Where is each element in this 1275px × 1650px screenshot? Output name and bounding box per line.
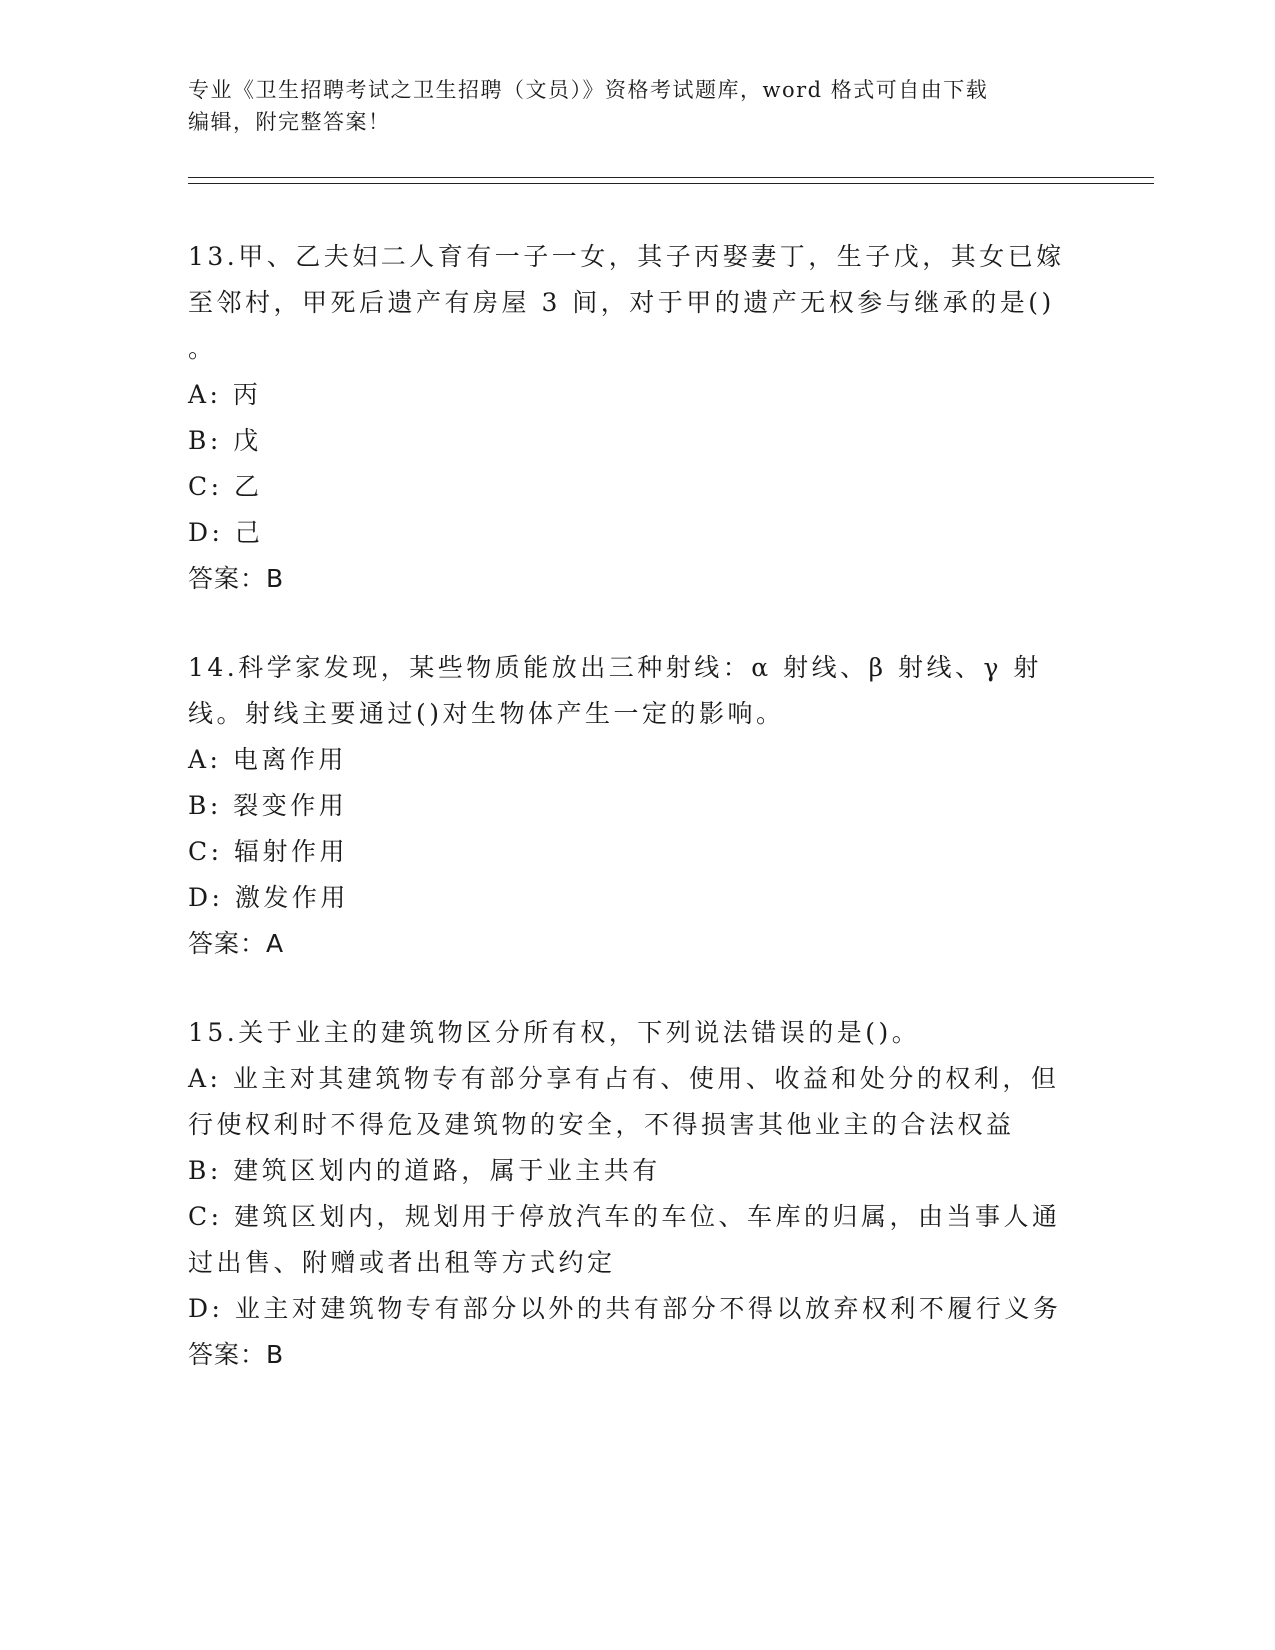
header-divider-bottom — [188, 183, 1154, 184]
option-d: D: 激发作用 — [188, 883, 349, 912]
option-c: C: 辐射作用 — [188, 837, 348, 866]
header-divider-top — [188, 177, 1154, 178]
option-a-continued: 行使权利时不得危及建筑物的安全，不得损害其他业主的合法权益 — [188, 1110, 1015, 1139]
option-d: D: 业主对建筑物专有部分以外的共有部分不得以放弃权利不履行义务 — [188, 1294, 1062, 1323]
question-15 — [188, 1010, 1088, 1378]
option-d: D: 己 — [188, 518, 264, 547]
question-stem-line: 13.甲、乙夫妇二人育有一子一女，其子丙娶妻丁，生子戊，其女已嫁 — [188, 242, 1065, 271]
option-a: A: 丙 — [188, 380, 262, 409]
option-b: B: 裂变作用 — [188, 791, 348, 820]
header-line-2: 编辑，附完整答案！ — [188, 110, 391, 134]
question-stem-line: 14.科学家发现，某些物质能放出三种射线：α 射线、β 射线、γ 射 — [188, 653, 1042, 682]
question-14 — [188, 645, 1088, 967]
document-header — [188, 74, 1068, 138]
option-b: B: 建筑区划内的道路，属于业主共有 — [188, 1156, 661, 1185]
question-13 — [188, 234, 1088, 602]
option-a: A: 电离作用 — [188, 745, 347, 774]
option-c: C: 建筑区划内，规划用于停放汽车的车位、车库的归属，由当事人通 — [188, 1202, 1061, 1231]
answer-line: 答案：B — [188, 1340, 285, 1369]
option-c-continued: 过出售、附赠或者出租等方式约定 — [188, 1248, 616, 1277]
answer-line: 答案：B — [188, 564, 285, 593]
question-stem-line: 15.关于业主的建筑物区分所有权，下列说法错误的是()。 — [188, 1018, 921, 1047]
question-stem-line: 至邻村，甲死后遗产有房屋 3 间，对于甲的遗产无权参与继承的是() — [188, 288, 1055, 317]
option-b: B: 戊 — [188, 426, 262, 455]
header-line-1: 专业《卫生招聘考试之卫生招聘（文员）》资格考试题库，word 格式可自由下载 — [188, 78, 989, 102]
option-a: A: 业主对其建筑物专有部分享有占有、使用、收益和处分的权利，但 — [188, 1064, 1060, 1093]
question-stem-line: 。 — [188, 334, 217, 363]
question-stem-line: 线。射线主要通过()对生物体产生一定的影响。 — [188, 699, 785, 728]
answer-line: 答案：A — [188, 929, 285, 958]
option-c: C: 乙 — [188, 472, 263, 501]
